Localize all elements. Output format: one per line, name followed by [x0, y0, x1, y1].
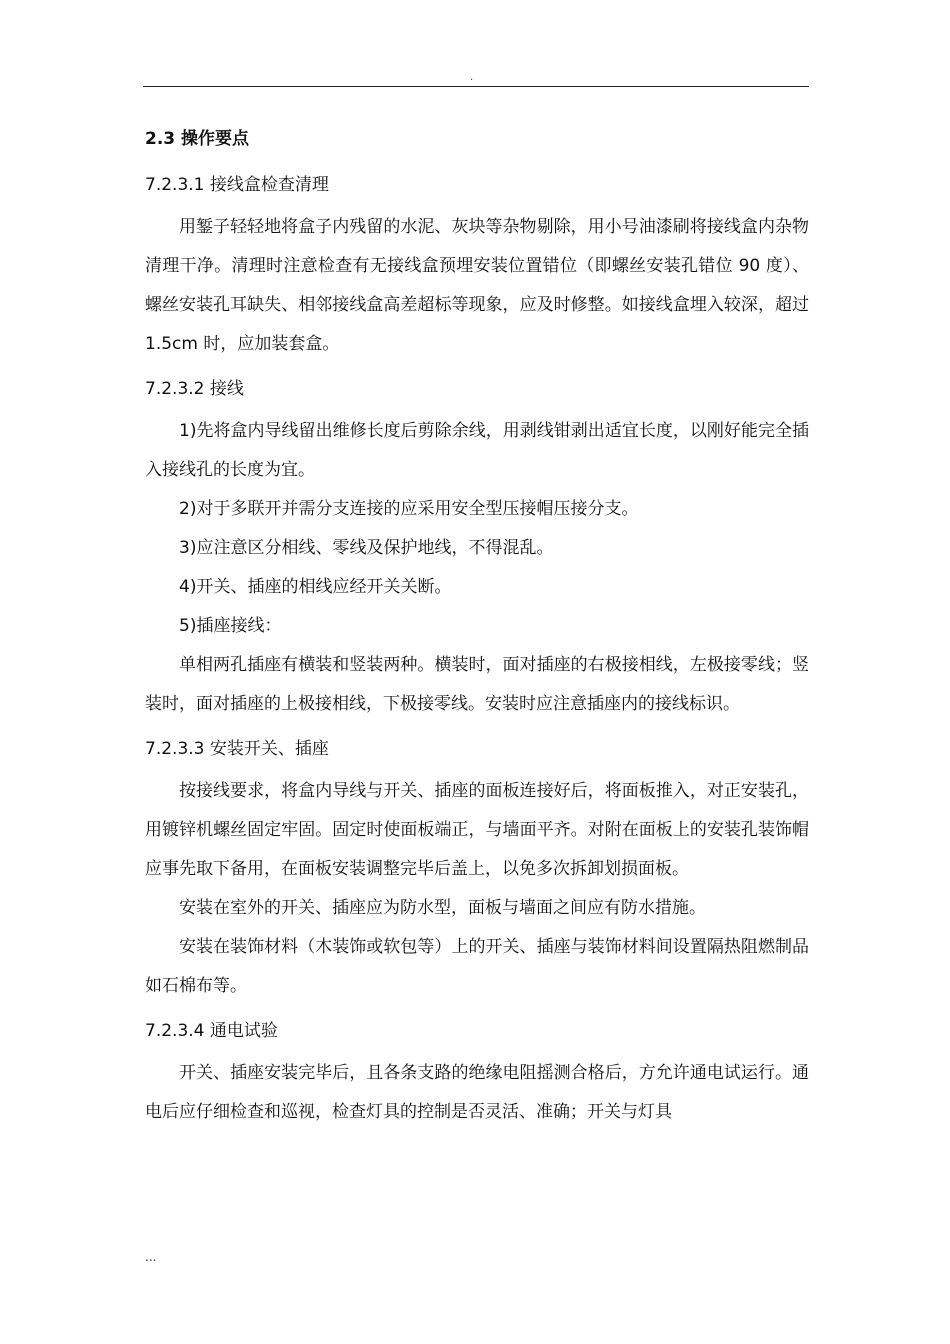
subheading: 7.2.3.4 通电试验: [145, 1021, 278, 1041]
header-rule: [143, 86, 809, 87]
paragraph: 用錾子轻轻地将盒子内残留的水泥、灰块等杂物剔除，用小号油漆刷将接线盒内杂物清理干净。清理时注意检查有无接线盒预埋安装位置错位（即螺丝安装孔错位 90 度）、螺丝安装孔耳缺失、相邻接线盒高差超标等现象，应及时修整。如接线盒埋入较深，超过 1.5cm 时，应加装套盒。: [145, 217, 809, 354]
paragraph: 开关、插座安装完毕后，且各条支路的绝缘电阻摇测合格后，方允许通电试运行。通电后应仔细检查和巡视，检查灯具的控制是否灵活、准确；开关与灯具: [145, 1063, 809, 1122]
paragraph: 安装在装饰材料（木装饰或软包等）上的开关、插座与装饰材料间设置隔热阻燃制品如石棉布等。: [145, 937, 809, 996]
paragraph: 单相两孔插座有横装和竖装两种。横装时，面对插座的右极接相线，左极接零线；竖装时，面对插座的上极接相线，下极接零线。安装时应注意插座内的接线标识。: [145, 655, 809, 714]
section-7-2-3-1: [145, 170, 809, 364]
header-mark: .: [470, 72, 474, 83]
subheading: 7.2.3.1 接线盒检查清理: [145, 175, 329, 195]
paragraph: 按接线要求，将盒内导线与开关、插座的面板连接好后，将面板推入，对正安装孔，用镀锌机螺丝固定牢固。固定时使面板端正，与墙面平齐。对附在面板上的安装孔装饰帽应事先取下备用，在面板安装调整完毕后盖上，以免多次拆卸划损面板。: [145, 781, 809, 879]
paragraph: 2)对于多联开并需分支连接的应采用安全型压接帽压接分支。: [179, 499, 639, 519]
section-7-2-3-2: [145, 374, 809, 724]
document-body: [145, 124, 809, 1132]
paragraph: 5)插座接线：: [179, 616, 282, 636]
paragraph: 3)应注意区分相线、零线及保护地线，不得混乱。: [179, 538, 554, 558]
section-title: 2.3 操作要点: [145, 129, 250, 149]
paragraph: 4)开关、插座的相线应经开关关断。: [179, 577, 452, 597]
section-7-2-3-4: [145, 1016, 809, 1132]
paragraph: 1)先将盒内导线留出维修长度后剪除余线，用剥线钳剥出适宜长度，以刚好能完全插入接线孔的长度为宜。: [145, 421, 809, 480]
footer-mark: ...: [145, 1250, 157, 1264]
subheading: 7.2.3.2 接线: [145, 379, 244, 399]
subheading: 7.2.3.3 安装开关、插座: [145, 739, 329, 759]
section-7-2-3-3: [145, 734, 809, 1006]
paragraph: 安装在室外的开关、插座应为防水型，面板与墙面之间应有防水措施。: [179, 898, 706, 918]
